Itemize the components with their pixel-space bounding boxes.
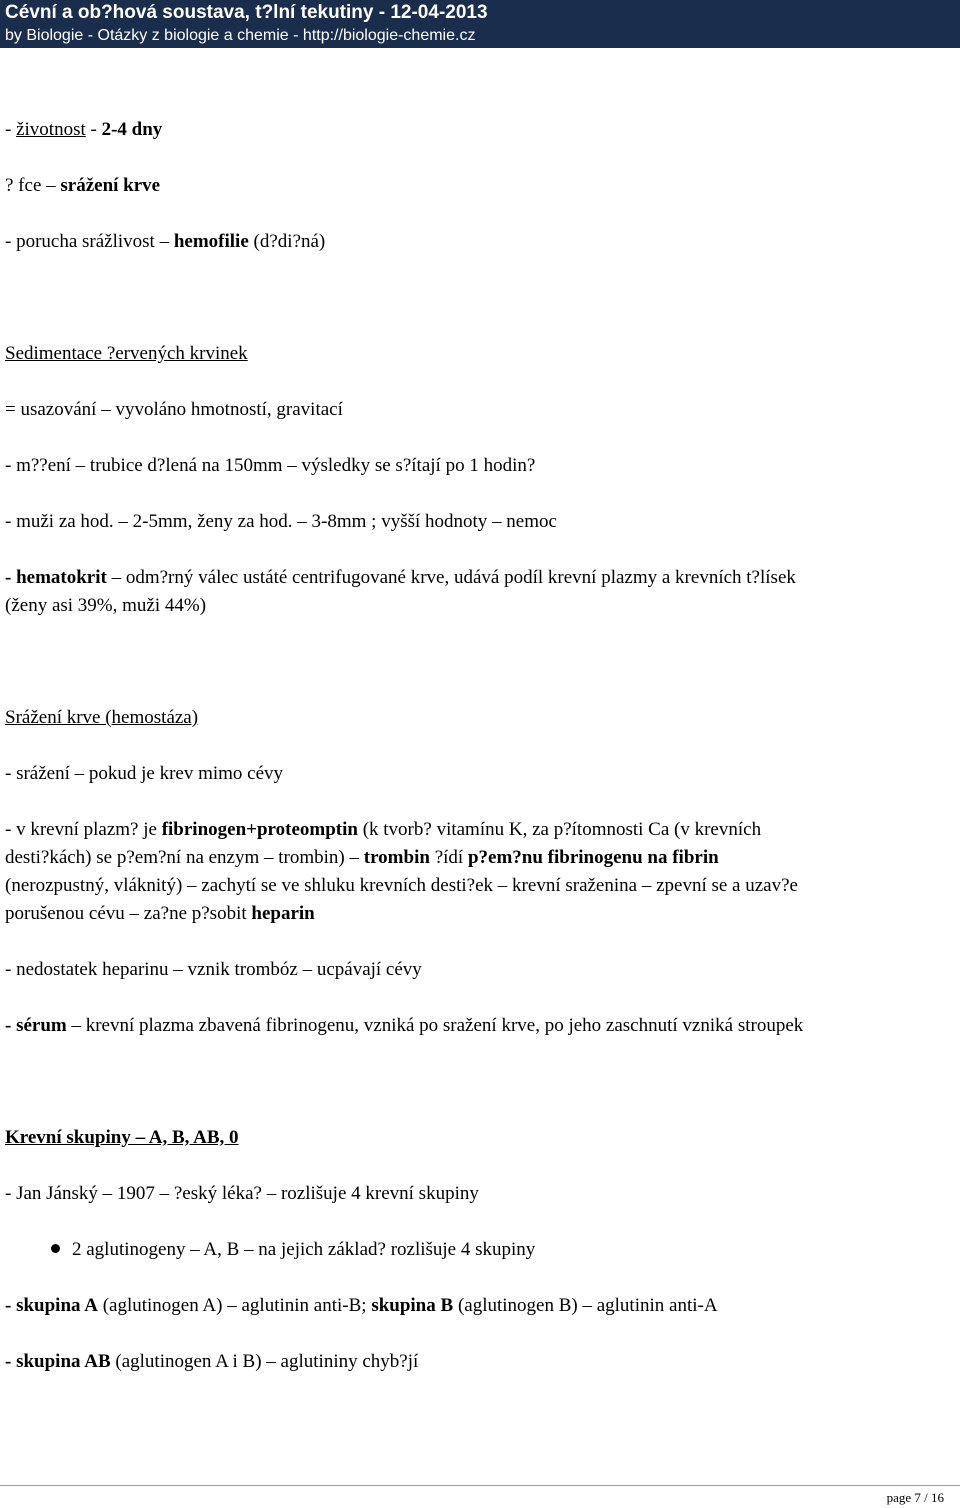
- line-skupina-ab: [5, 1350, 418, 1373]
- line-heparin: [5, 902, 315, 925]
- text-skupina-ab: - skupina AB: [5, 1351, 111, 1372]
- text-2-4-dny: 2-4 dny: [101, 119, 163, 140]
- line-muzi-zeny: - muži za hod. – 2-5mm, ženy za hod. – 3-8mm ; vyšší hodnoty – nemoc: [5, 511, 557, 532]
- line-porucha: [5, 230, 325, 253]
- text-span: (k tvorb? vitamínu K, za p?ítomnosti Ca (v krevních: [357, 819, 762, 840]
- bullet-icon: [51, 1244, 60, 1253]
- page-number: page 7 / 16: [886, 1490, 944, 1505]
- text-span: (aglutinogen A) – aglutinin anti-B;: [97, 1295, 372, 1316]
- text-span: (d?di?ná): [248, 231, 326, 252]
- line-fce: [5, 174, 160, 197]
- line-usazovani: = usazování – vyvoláno hmotností, gravitací: [5, 399, 343, 420]
- text-span: – krevní plazma zbavená fibrinogenu, vzniká po sražení krve, po jeho zaschnutí vzniká stroupek: [66, 1015, 804, 1036]
- line-mereni: - m??ení – trubice d?lená na 150mm – výsledky se s?ítají po 1 hodin?: [5, 455, 536, 476]
- line-srazeni: - srážení – pokud je krev mimo cévy: [5, 763, 284, 784]
- heading-krevni-skupiny: Krevní skupiny – A, B, AB, 0: [5, 1127, 239, 1148]
- text-span: porušenou cévu – za?ne p?sobit: [5, 903, 252, 924]
- line-jan-jansky: - Jan Jánský – 1907 – ?eský léka? – rozlišuje 4 krevní skupiny: [5, 1183, 479, 1204]
- text-srazeni-krve: srážení krve: [60, 175, 161, 196]
- header-title: Cévní a ob?hová soustava, t?lní tekutiny - 12-04-2013: [5, 2, 488, 23]
- text-span: – odm?rný válec ustáté centrifugované krve, udává podíl krevní plazmy a krevních t?lísek: [106, 567, 796, 588]
- heading-srazeni-krve: Srážení krve (hemostáza): [5, 707, 199, 728]
- line-skupina-a-b: [5, 1294, 718, 1317]
- text-hematokrit: - hematokrit: [5, 567, 107, 588]
- text-span: -: [85, 119, 102, 140]
- text-serum: - sérum: [5, 1015, 67, 1036]
- text-fibrinogen-proteomptin: fibrinogen+proteomptin: [161, 819, 358, 840]
- line-trombin: [5, 846, 719, 869]
- text-span: ? fce –: [5, 175, 61, 196]
- text-skupina-a: - skupina A: [5, 1295, 98, 1316]
- header-subtitle: by Biologie - Otázky z biologie a chemie - http://biologie-chemie.cz: [5, 27, 476, 44]
- bullet-aglutinogeny: 2 aglutinogeny – A, B – na jejich základ? rozlišuje 4 skupiny: [72, 1239, 536, 1260]
- line-fibrinogen: [5, 818, 761, 841]
- line-zivotnost: [5, 118, 162, 141]
- text-span: (aglutinogen B) – aglutinin anti-A: [453, 1295, 718, 1316]
- line-nedostatek-heparinu: - nedostatek heparinu – vznik trombóz – ucpávají cévy: [5, 959, 422, 980]
- line-zeny-muzi-procenta: (ženy asi 39%, muži 44%): [5, 595, 207, 616]
- text-zivotnost: životnost: [16, 119, 86, 140]
- text-span: - porucha srážlivost –: [5, 231, 174, 252]
- text-heparin: heparin: [251, 903, 315, 924]
- line-hematokrit: [5, 566, 796, 589]
- text-span: (aglutinogen A i B) – aglutininy chyb?jí: [110, 1351, 419, 1372]
- footer-divider: [0, 1485, 960, 1486]
- heading-sedimentace: Sedimentace ?ervených krvinek: [5, 343, 248, 364]
- line-nerozpustny: (nerozpustný, vláknitý) – zachytí se ve shluku krevních desti?ek – krevní sraženina – zpevní se a uzav?e: [5, 875, 798, 896]
- text-span: ?ídí: [429, 847, 468, 868]
- text-span: - v krevní plazm? je: [5, 819, 162, 840]
- text-skupina-b: skupina B: [371, 1295, 454, 1316]
- text-trombin: trombin: [363, 847, 430, 868]
- page-header: [0, 0, 960, 48]
- text-premena-fibrinogenu: p?em?nu fibrinogenu na fibrin: [467, 847, 719, 868]
- text-span: desti?kách) se p?em?ní na enzym – trombin) –: [5, 847, 364, 868]
- text-hemofilie: hemofilie: [173, 231, 249, 252]
- line-serum: [5, 1014, 803, 1037]
- text-span: -: [5, 119, 17, 140]
